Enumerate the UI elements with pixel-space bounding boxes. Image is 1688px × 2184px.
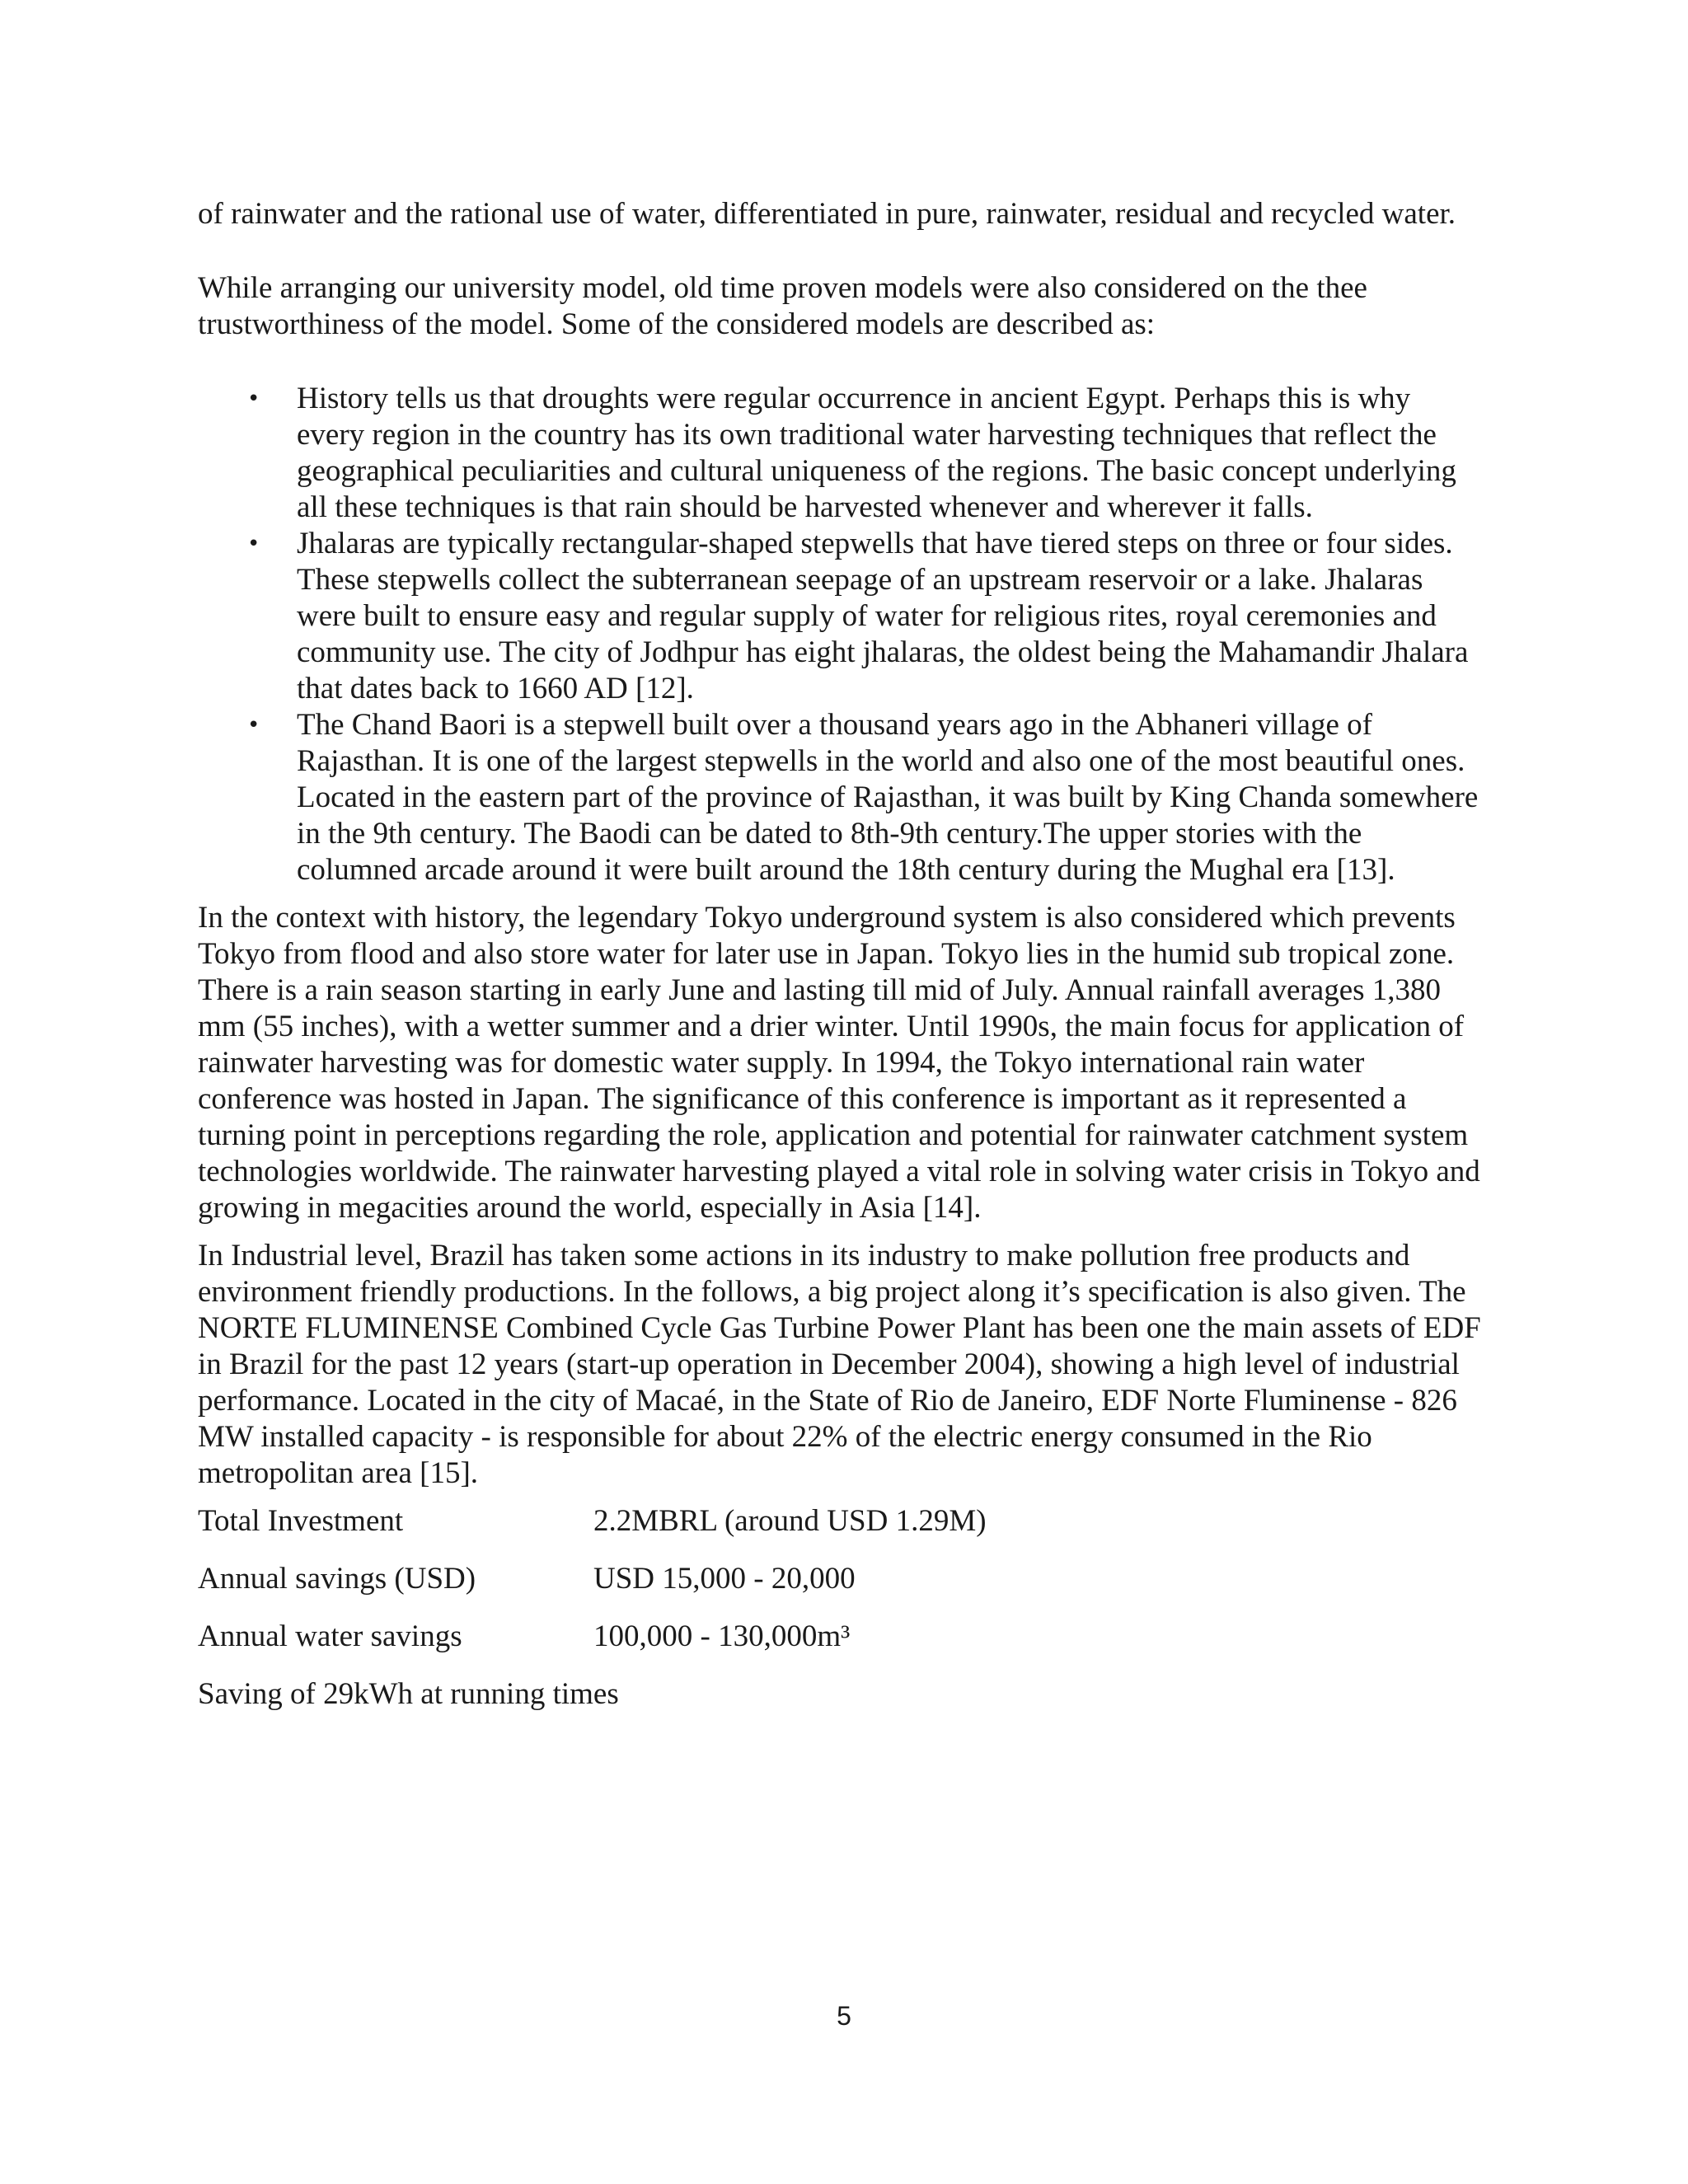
- paragraph-continuation: of rainwater and the rational use of water, differentiated in pure, rainwater, residual and recycled water.: [198, 197, 1456, 231]
- saving-line: Saving of 29kWh at running times: [198, 1677, 619, 1711]
- investment-value: USD 15,000 - 20,000: [593, 1562, 856, 1596]
- list-item-text: History tells us that droughts were regular occurrence in ancient Egypt. Perhaps this is why every region in the country has its own traditional water harvesting techniques that reflect the geographical peculiarities and cultural uniqueness of the regions. The basic concept underlying all these techniques is that rain should be harvested whenever and wherever it falls.: [297, 382, 1456, 524]
- investment-table: [198, 1503, 1484, 1713]
- investment-label: Annual savings (USD): [198, 1562, 476, 1596]
- page-number: 5: [837, 2001, 851, 2031]
- investment-label: Annual water savings: [198, 1619, 462, 1653]
- paragraph-intro: While arranging our university model, old time proven models were also considered on the thee trustworthiness of the model. Some of the considered models are described as:: [198, 271, 1367, 341]
- list-item: [198, 707, 1484, 888]
- bullet-icon: •: [247, 532, 260, 556]
- list-item: [198, 526, 1484, 707]
- list-item-text: Jhalaras are typically rectangular-shaped stepwells that have tiered steps on three or four sides. These stepwells collect the subterranean seepage of an upstream reservoir or a lake. Jhalaras were built to ensure easy and regular supply of water for religious rites, royal ceremonies and community use. The city of Jodhpur has eight jhalaras, the oldest being the Mahamandir Jhalara that dates back to 1660 AD [12].: [297, 527, 1469, 705]
- bullet-list: [198, 381, 1484, 888]
- bullet-icon: •: [247, 713, 260, 738]
- investment-row: [198, 1561, 1484, 1619]
- investment-row: [198, 1503, 1484, 1561]
- list-item-text: The Chand Baori is a stepwell built over a thousand years ago in the Abhaneri village of Rajasthan. It is one of the largest stepwells in the world and also one of the most beautiful ones. Located in the eastern part of the province of Rajasthan, it was built by King Chanda somewhere in the 9th century. The Baodi can be dated to 8th-9th century.The upper stories with the columned arcade around it were built around the 18th century during the Mughal era [13].: [297, 708, 1479, 887]
- paragraph-brazil: In Industrial level, Brazil has taken some actions in its industry to make pollution free products and environment friendly productions. In the follows, a big project along it’s specification is also given. The NORTE FLUMINENSE Combined Cycle Gas Turbine Power Plant has been one the main assets of EDF in Brazil for the past 12 years (start-up operation in December 2004), showing a high level of industrial performance. Located in the city of Macaé, in the State of Rio de Janeiro, EDF Norte Fluminense - 826 MW installed capacity - is responsible for about 22% of the electric energy consumed in the Rio metropolitan area [15].: [198, 1239, 1481, 1490]
- bullet-icon: •: [247, 387, 260, 411]
- investment-value: 2.2MBRL (around USD 1.29M): [593, 1504, 987, 1538]
- investment-value: 100,000 - 130,000m³: [593, 1619, 851, 1653]
- page-content: [198, 196, 1484, 1713]
- list-item: [198, 381, 1484, 526]
- paragraph-tokyo: In the context with history, the legendary Tokyo underground system is also considered which prevents Tokyo from flood and also store water for later use in Japan. Tokyo lies in the humid sub tropical zone. There is a rain season starting in early June and lasting till mid of July. Annual rainfall averages 1,380 mm (55 inches), with a wetter summer and a drier winter. Until 1990s, the main focus for application of rainwater harvesting was for domestic water supply. In 1994, the Tokyo international rain water conference was hosted in Japan. The significance of this conference is important as it represented a turning point in perceptions regarding the role, application and potential for rainwater catchment system technologies worldwide. The rainwater harvesting played a vital role in solving water crisis in Tokyo and growing in megacities around the world, especially in Asia [14].: [198, 901, 1480, 1225]
- investment-label: Total Investment: [198, 1504, 404, 1538]
- investment-row: [198, 1619, 1484, 1676]
